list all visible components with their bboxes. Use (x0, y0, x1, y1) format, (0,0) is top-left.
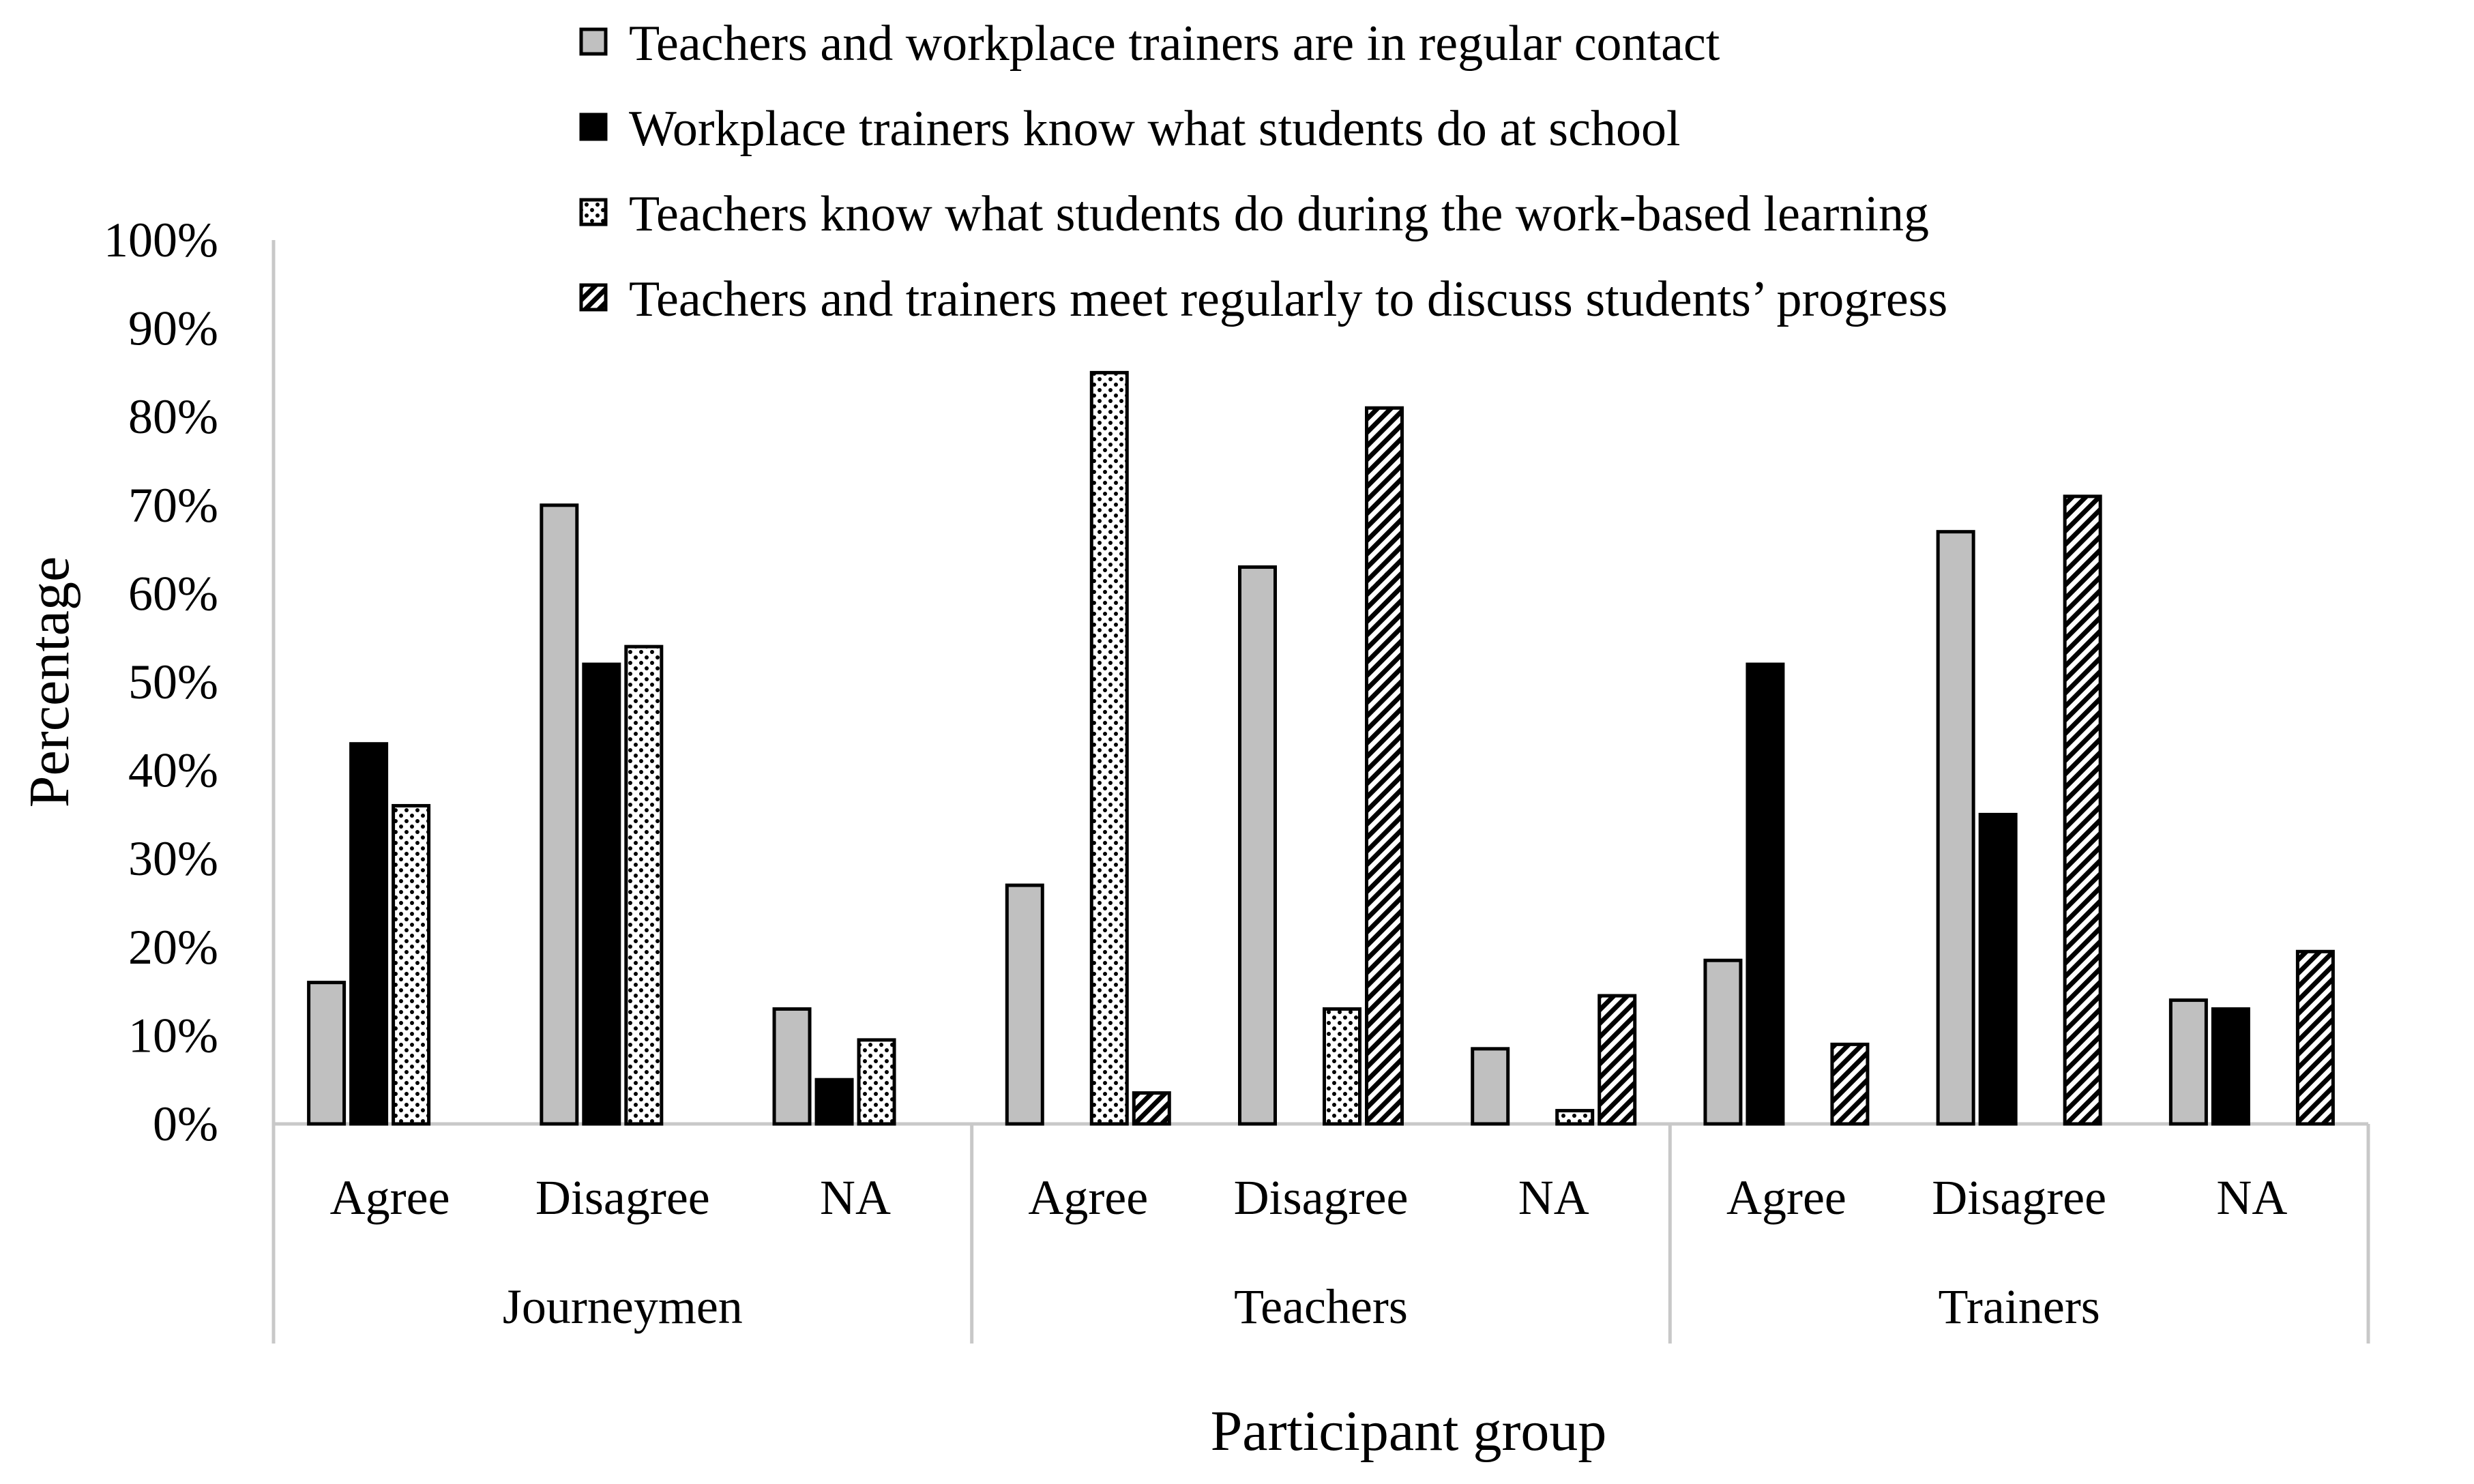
bar (1091, 372, 1127, 1124)
bar (1938, 532, 1973, 1124)
legend-item (581, 16, 1720, 72)
bars (309, 372, 2333, 1124)
category-label: Disagree (1233, 1170, 1409, 1225)
bar (2213, 1009, 2248, 1124)
bar (859, 1040, 894, 1124)
y-tick-label: 90% (128, 301, 218, 356)
bar (1007, 885, 1042, 1124)
category-label: Disagree (535, 1170, 710, 1225)
category-label: Disagree (1932, 1170, 2107, 1225)
y-tick-label: 10% (128, 1008, 218, 1063)
bar (584, 664, 619, 1124)
y-tick-label: 60% (128, 566, 218, 621)
legend-label: Teachers and workplace trainers are in regular contact (629, 16, 1720, 72)
y-tick-label: 50% (128, 655, 218, 709)
bar (2065, 496, 2100, 1124)
bar (1367, 408, 1402, 1124)
y-tick-label: 100% (104, 213, 218, 267)
bar (1240, 567, 1276, 1124)
legend (581, 16, 1947, 327)
legend-swatch (581, 29, 606, 54)
bar (626, 647, 662, 1124)
bar (351, 744, 387, 1124)
category-labels (330, 1170, 2288, 1334)
group-label: Trainers (1938, 1279, 2100, 1334)
bar (2297, 951, 2333, 1124)
bar (1134, 1093, 1169, 1124)
y-axis-title: Percentage (18, 556, 81, 808)
group-label: Journeymen (502, 1279, 743, 1334)
category-label: Agree (329, 1170, 450, 1225)
legend-swatch (581, 285, 606, 310)
y-tick-labels (104, 213, 218, 1151)
bar (1557, 1111, 1593, 1124)
category-label: NA (1518, 1170, 1589, 1225)
bar (1473, 1049, 1508, 1124)
bar (1980, 814, 2016, 1124)
bar (542, 505, 577, 1124)
y-tick-label: 0% (153, 1097, 218, 1151)
bar (309, 983, 344, 1124)
bar (1600, 996, 1635, 1124)
legend-item (581, 271, 1947, 327)
legend-label: Teachers know what students do during the work-based learning (629, 186, 1929, 242)
legend-item (581, 186, 1929, 242)
group-label: Teachers (1234, 1279, 1408, 1334)
category-label: Agree (1028, 1170, 1149, 1225)
category-label: NA (2216, 1170, 2288, 1225)
bar (774, 1009, 810, 1124)
y-tick-label: 20% (128, 919, 218, 975)
bar (1325, 1009, 1360, 1124)
y-tick-label: 80% (128, 389, 218, 445)
category-label: Agree (1726, 1170, 1846, 1225)
y-tick-label: 70% (128, 477, 218, 533)
legend-swatch (581, 200, 606, 224)
bar (816, 1080, 852, 1124)
y-tick-label: 30% (128, 831, 218, 887)
bar (394, 805, 429, 1124)
bar (1832, 1044, 1868, 1124)
bar (1748, 664, 1783, 1124)
legend-label: Teachers and trainers meet regularly to discuss students’ progress (629, 271, 1948, 327)
category-label: NA (820, 1170, 892, 1225)
bar (1705, 960, 1741, 1124)
bar (2170, 1000, 2206, 1124)
x-axis-title: Participant group (1210, 1399, 1607, 1463)
legend-item (581, 101, 1681, 157)
legend-label: Workplace trainers know what students do at school (629, 101, 1681, 157)
legend-swatch (581, 115, 606, 139)
y-tick-label: 40% (128, 743, 218, 798)
